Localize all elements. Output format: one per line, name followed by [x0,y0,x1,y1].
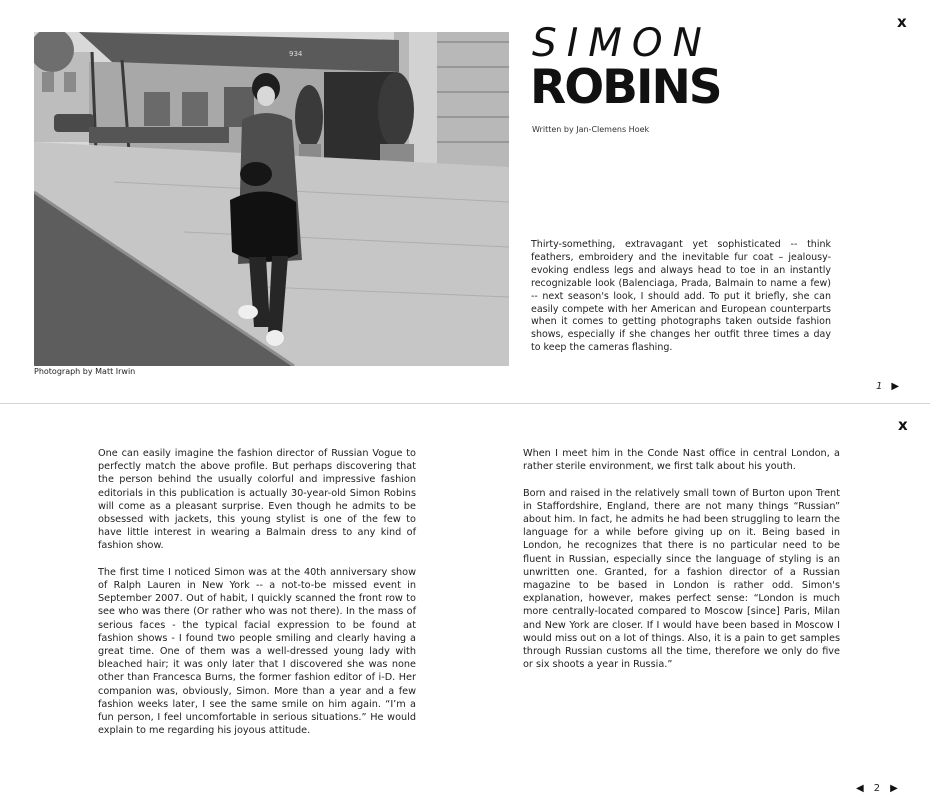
intro-paragraph: Thirty-something, extravagant yet sophisticated -- think feathers, embroidery and the inevitable fur coat – jealousy-evoking endless legs and always head to toe in an instantly recognizable look (Balenciaga, Prada, Balmain to name a few) -- next season's look, I should add. To put it briefly, she can easily compete with her American and European counterparts when it comes to getting photographs taken outside fashion shows, especially if she changes her outfit three times a day to keep the cameras flashing. [531,239,831,354]
awning-sign: 934 [289,50,303,58]
byline: Written by Jan-Clemens Hoek [532,125,650,134]
close-button[interactable]: x [898,416,908,434]
page-number: 1 [876,381,883,392]
left-triangle-icon[interactable]: ◀ [856,783,864,794]
right-triangle-icon[interactable]: ▶ [891,381,900,392]
page-2-pager [856,783,898,794]
article-paragraph: When I meet him in the Conde Nast office in central London, a rather sterile environment, we first talk about his youth. [523,448,840,473]
page-1-pager [876,381,899,392]
article-photo [34,32,509,366]
page-number: 2 [873,783,881,794]
title-last-name: ROBINS [530,60,721,115]
article-column-right [523,447,840,685]
close-button[interactable]: x [897,13,907,31]
right-triangle-icon[interactable]: ▶ [890,783,898,794]
photo-caption: Photograph by Matt Irwin [34,367,136,376]
page-divider [0,403,930,404]
article-paragraph: Born and raised in the relatively small town of Burton upon Trent in Staffordshire, England, there are not many things “Russian” about him. In fact, he admits he had been struggling to learn the language for a while before giving up on it. Being based in London, he recognizes that there is no particular need to be fluent in Russian, especially since the language of styling is an unwritten one. Granted, for a fashion director of a Russian magazine to be based in London is rather odd. Simon's explanation, however, makes perfect sense: “London is much more centrally-located compared to Moscow [since] Paris, Milan and New York are closer. If I would have been based in Moscow I would miss out on a lot of things. Also, it is a pain to get samples through Russian customs all the time, therefore we only do five or six shoots a year in Russia.” [523,487,840,671]
article-paragraph: The first time I noticed Simon was at the 40th anniversary show of Ralph Lauren in New York -- a not-to-be missed event in September 2007. Out of habit, I quickly scanned the front row to see who was there (Or rather who was not there). In the mass of serious faces - the typical facial expression to be found at fashion shows - I found two people smiling and clearly having a great time. One of them was a well-dressed young lady with bleached hair; it was only later that I discovered she was none other than Francesca Burns, the former fashion editor of i-D. Her companion was, obviously, Simon. More than a year and a few fashion weeks later, I see the same smile on him again. “I’m a fun person, I feel uncomfortable in serious situations.” He would explain to me regarding his joyous attitude. [98,566,416,737]
title-first-name: SIMON [532,21,712,66]
article-paragraph: One can easily imagine the fashion director of Russian Vogue to perfectly match the above profile. But perhaps discovering that the person behind the usually colorful and impressive fashion editorials in this publication is actually 30-year-old Simon Robins will come as a pleasant surprise. Even though he admits to be obsessed with jackets, this young stylist is one of the few to have little interest in wearing a Balmain dress to any kind of fashion show. [98,448,416,552]
article-column-left [98,447,416,751]
